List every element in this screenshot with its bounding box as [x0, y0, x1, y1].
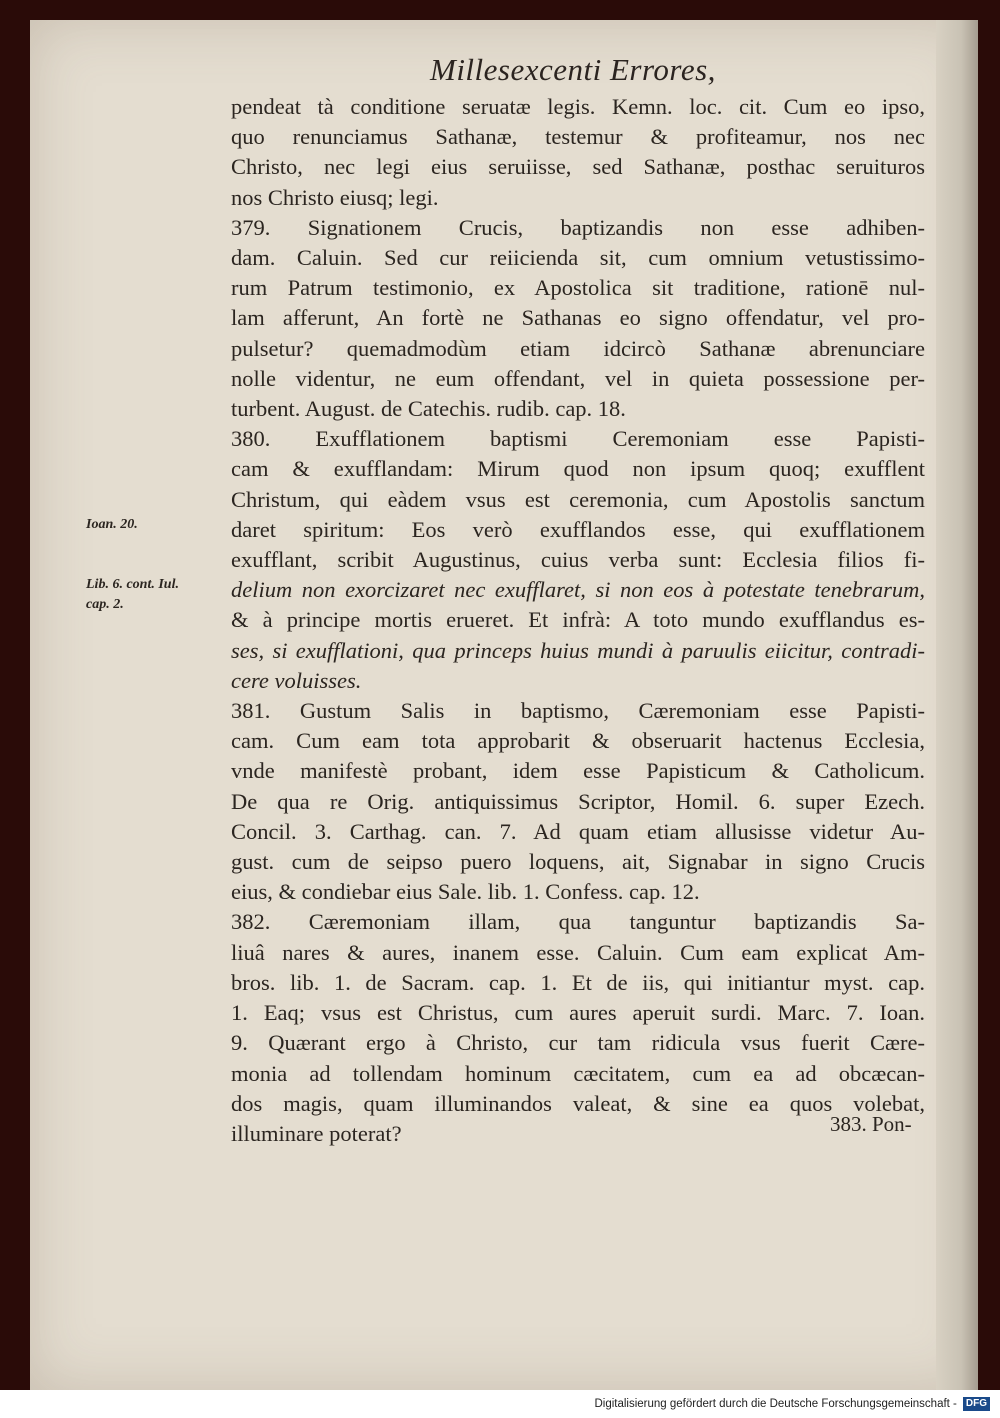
text-line: cam. Cum eam tota approbarit & obseruarit hactenus Ecclesia, [231, 728, 925, 754]
text-line: nos Christo eiusq; legi. [231, 184, 439, 210]
text-line: ses, si exufflationi, qua princeps huius mundi à paruulis eiicitur, contradi- [231, 637, 925, 663]
text-line: nolle videntur, ne eum offendant, vel in quieta possessione per- [231, 365, 925, 391]
text-line: Concil. 3. Carthag. can. 7. Ad quam etiam allusisse videtur Au- [231, 818, 925, 844]
text-line: lam afferunt, An fortè ne Sathanas eo signo offendatur, vel pro- [231, 305, 925, 331]
text-line: delium non exorcizaret nec exufflaret, si non eos à potestate tenebrarum, [231, 577, 925, 603]
text-line: 1. Eaq; vsus est Christus, cum aures aperuit surdi. Marc. 7. Ioan. [231, 1000, 925, 1026]
running-head: Millesexcenti Errores, [430, 52, 716, 87]
text-line: 381. Gustum Salis in baptismo, Cæremoniam esse Papisti- [231, 698, 925, 724]
text-line: dos magis, quam illuminandos valeat, & sine ea quos volebat, [231, 1090, 925, 1116]
text-line: cere voluisses. [231, 667, 362, 693]
text-line: illuminare poterat? [231, 1120, 402, 1146]
text-line: liuâ nares & aures, inanem esse. Caluin. Cum eam explicat Am- [231, 939, 925, 965]
text-line: bros. lib. 1. de Sacram. cap. 1. Et de iis, qui initiantur myst. cap. [231, 969, 925, 995]
margin-note: cap. 2. [86, 597, 124, 612]
text-line: 382. Cæremoniam illam, qua tanguntur baptizandis Sa- [231, 909, 925, 935]
text-line: pulsetur? quemadmodùm etiam idcircò Sathanæ abrenunciare [231, 335, 925, 361]
text-line: Christo, nec legi eius seruiisse, sed Sathanæ, posthac seruituros [231, 154, 925, 180]
text-line: exufflant, scribit Augustinus, cuius verba sunt: Ecclesia filios fi- [231, 547, 925, 573]
margin-note: Ioan. 20. [86, 517, 138, 532]
text-line: monia ad tollendam hominum cæcitatem, cum ea ad obcæcan- [231, 1060, 925, 1086]
text-line: turbent. August. de Catechis. rudib. cap. 18. [231, 396, 626, 422]
text-line: daret spiritum: Eos verò exufflandos esse, qui exufflationem [231, 516, 925, 542]
text-line: 380. Exufflationem baptismi Ceremoniam esse Papisti- [231, 426, 925, 452]
text-line: rum Patrum testimonio, ex Apostolica sit traditione, rationē nul- [231, 275, 925, 301]
text-line: Christum, qui eàdem vsus est ceremonia, cum Apostolis sanctum [231, 486, 925, 512]
text-line: quo renunciamus Sathanæ, testemur & profiteamur, nos nec [231, 124, 925, 150]
text-line: gust. cum de seipso puero loquens, ait, Signabar in signo Crucis [231, 849, 925, 875]
text-line: vnde manifestè probant, idem esse Papisticum & Catholicum. [231, 758, 925, 784]
catchword: 383. Pon- [830, 1112, 912, 1136]
text-line: pendeat tà conditione seruatæ legis. Kemn. loc. cit. Cum eo ipso, [231, 94, 925, 119]
text-line: dam. Caluin. Sed cur reiicienda sit, cum omnium vetustissimo- [231, 245, 925, 271]
text-line: 379. Signationem Crucis, baptizandis non esse adhiben- [231, 214, 925, 240]
page-edge [936, 20, 978, 1390]
text-line: cam & exufflandam: Mirum quod non ipsum quoq; exufflent [231, 456, 925, 482]
dfg-logo: DFG [963, 1397, 990, 1411]
text-line: eius, & condiebar eius Sale. lib. 1. Confess. cap. 12. [231, 879, 700, 905]
page-body [231, 92, 925, 1149]
text-line: De qua re Orig. antiquissimus Scriptor, Homil. 6. super Ezech. [231, 788, 925, 814]
footer-bar [0, 1390, 1000, 1418]
margin-note: Lib. 6. cont. Iul. [86, 577, 179, 592]
footer-credit: Digitalisierung gefördert durch die Deutsche Forschungsgemeinschaft - [594, 1398, 957, 1410]
text-line: 9. Quærant ergo à Christo, cur tam ridicula vsus fuerit Cære- [231, 1030, 925, 1056]
text-line: & à principe mortis erueret. Et infrà: A toto mundo exufflandus es- [231, 607, 925, 633]
